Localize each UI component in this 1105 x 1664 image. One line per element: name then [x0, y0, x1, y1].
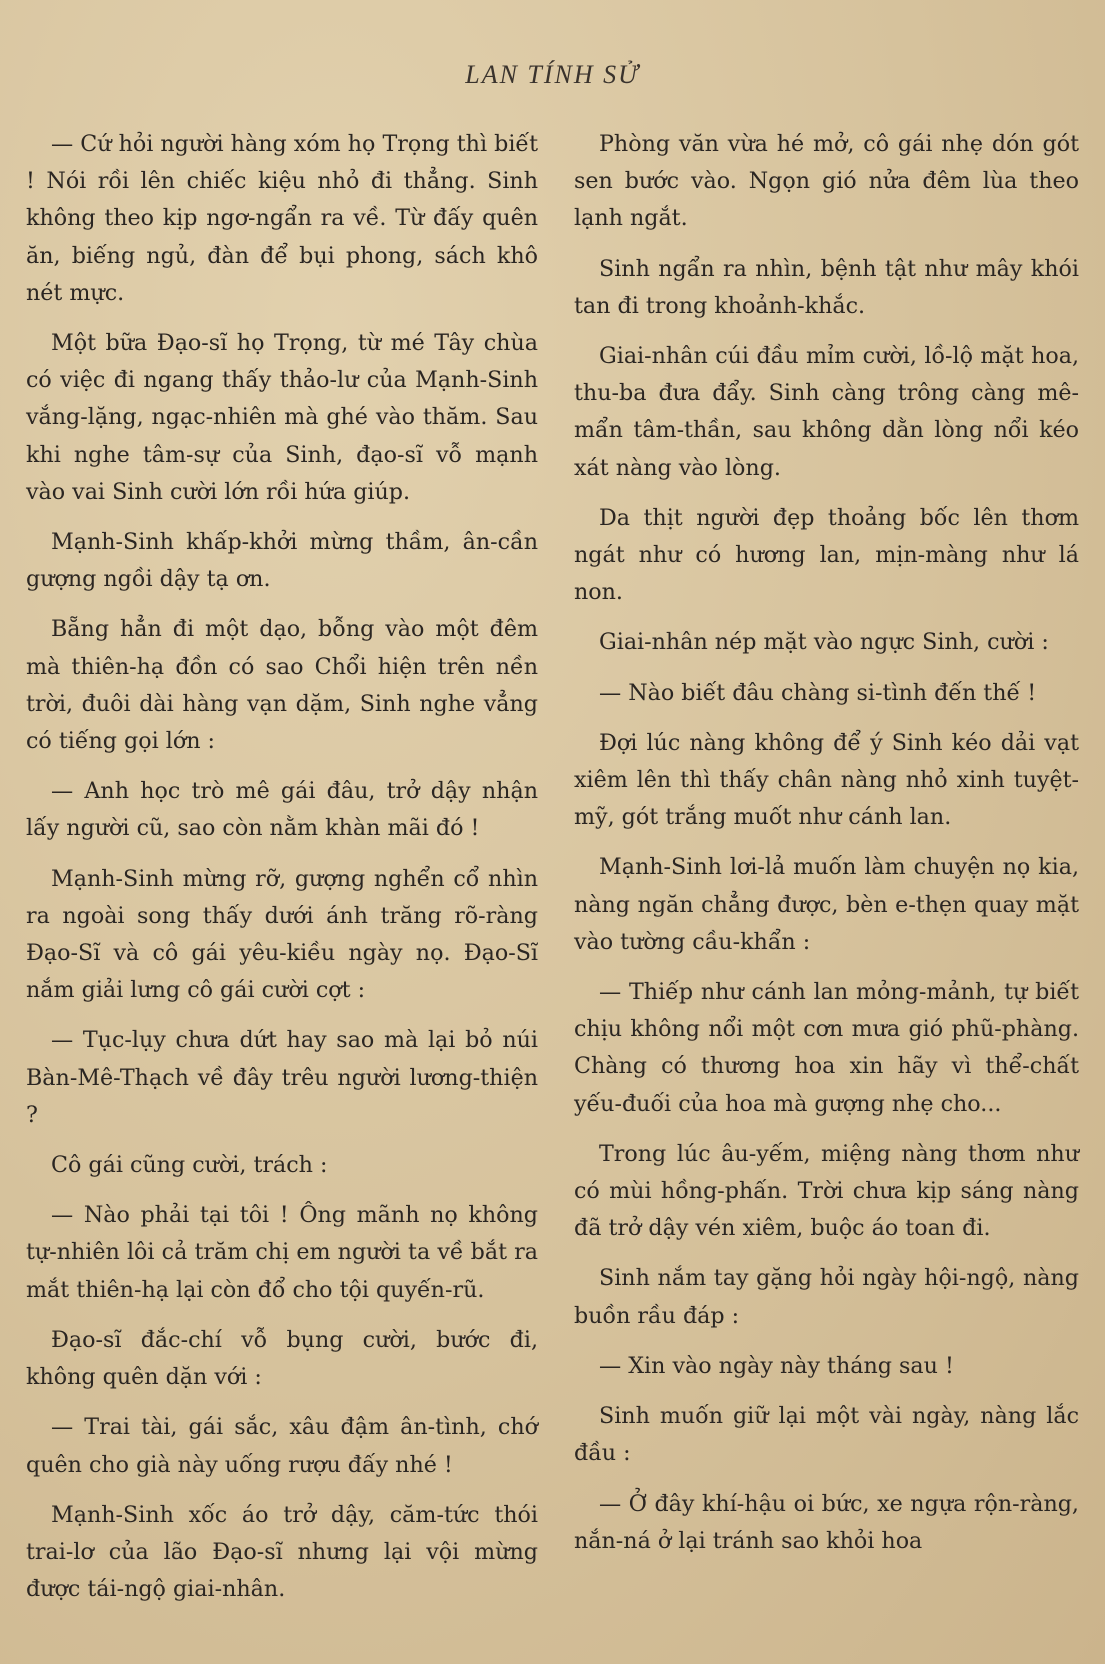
paragraph: — Nào phải tại tôi ! Ông mãnh nọ không tự-nhiên lôi cả trăm chị em người ta về bắt ra mắt thiên-hạ lại còn đổ cho tội quyến-rũ.: [26, 1202, 538, 1303]
paragraph: — Cứ hỏi người hàng xóm họ Trọng thì biết ! Nói rồi lên chiếc kiệu nhỏ đi thẳng. Sinh không theo kịp ngơ-ngẩn ra về. Từ đấy quên ăn, biếng ngủ, đàn để bụi phong, sách khô nét mực.: [26, 131, 538, 306]
paragraph: — Tục-lụy chưa dứt hay sao mà lại bỏ núi Bàn-Mê-Thạch về đây trêu người lương-thiện ?: [26, 1027, 538, 1128]
running-header: LAN TÍNH SỬ: [465, 60, 640, 89]
paragraph: Bẵng hẳn đi một dạo, bỗng vào một đêm mà thiên-hạ đồn có sao Chổi hiện trên nền trời, đuôi dài hàng vạn dặm, Sinh nghe vẳng có tiếng gọi lớn :: [26, 616, 538, 755]
paragraph: — Anh học trò mê gái đâu, trở dậy nhận lấy người cũ, sao còn nằm khàn mãi đó !: [26, 778, 538, 842]
left-text-column: [26, 126, 538, 1621]
paragraph: Cô gái cũng cười, trách :: [51, 1152, 328, 1179]
paragraph: Một bữa Đạo-sĩ họ Trọng, từ mé Tây chùa có việc đi ngang thấy thảo-lư của Mạnh-Sinh vắng-lặng, ngạc-nhiên mà ghé vào thăm. Sau khi nghe tâm-sự của Sinh, đạo-sĩ vỗ mạnh vào vai Sinh cười lớn rồi hứa giúp.: [26, 330, 538, 505]
paragraph: — Xin vào ngày này tháng sau !: [599, 1352, 954, 1379]
paragraph: Mạnh-Sinh xốc áo trở dậy, căm-tức thói trai-lơ của lão Đạo-sĩ nhưng lại vội mừng được tái-ngộ giai-nhân.: [26, 1501, 538, 1603]
right-text-column: [574, 126, 1079, 1573]
paragraph: Giai-nhân cúi đầu mỉm cười, lồ-lộ mặt hoa, thu-ba đưa đẩy. Sinh càng trông càng mê-mẩn tâm-thần, sau không dằn lòng nổi kéo xát nàng vào lòng.: [574, 343, 1079, 481]
paragraph: — Nào biết đâu chàng si-tình đến thế !: [599, 679, 1037, 706]
paragraph: — Trai tài, gái sắc, xâu đậm ân-tình, chớ quên cho già này uống rượu đấy nhé !: [26, 1414, 538, 1478]
paragraph: Phòng văn vừa hé mở, cô gái nhẹ dón gót sen bước vào. Ngọn gió nửa đêm lùa theo lạnh ngắt.: [574, 131, 1079, 232]
paragraph: — Thiếp như cánh lan mỏng-mảnh, tự biết chịu không nổi một cơn mưa gió phũ-phàng. Chàng có thương hoa xin hãy vì thể-chất yếu-đuối của hoa mà gượng nhẹ cho...: [574, 979, 1079, 1117]
paragraph: Đạo-sĩ đắc-chí vỗ bụng cười, bước đi, không quên dặn với :: [26, 1326, 538, 1391]
paragraph: Da thịt người đẹp thoảng bốc lên thơm ngát như có hương lan, mịn-màng như lá non.: [574, 504, 1079, 606]
paragraph: Trong lúc âu-yếm, miệng nàng thơm như có mùi hồng-phấn. Trời chưa kịp sáng nàng đã trở dậy vén xiêm, buộc áo toan đi.: [574, 1140, 1079, 1242]
paragraph: Mạnh-Sinh khấp-khởi mừng thầm, ân-cần gượng ngồi dậy tạ ơn.: [26, 529, 538, 593]
paragraph: Giai-nhân nép mặt vào ngực Sinh, cười :: [599, 629, 1049, 656]
paragraph: Đợi lúc nàng không để ý Sinh kéo dải vạt xiêm lên thì thấy chân nàng nhỏ xinh tuyệt-mỹ, gót trắng muốt như cánh lan.: [574, 729, 1079, 831]
paragraph: Sinh ngẩn ra nhìn, bệnh tật như mây khói tan đi trong khoảnh-khắc.: [574, 255, 1079, 319]
paragraph: Sinh muốn giữ lại một vài ngày, nàng lắc đầu :: [574, 1403, 1079, 1467]
paragraph: Mạnh-Sinh lơi-lả muốn làm chuyện nọ kia, nàng ngăn chẳng được, bèn e-thẹn quay mặt vào tường cầu-khẩn :: [574, 854, 1079, 955]
paragraph: Sinh nắm tay gặng hỏi ngày hội-ngộ, nàng buồn rầu đáp :: [574, 1265, 1079, 1329]
paragraph: — Ở đây khí-hậu oi bức, xe ngựa rộn-ràng, nắn-ná ở lại tránh sao khỏi hoa: [574, 1490, 1079, 1554]
paragraph: Mạnh-Sinh mừng rỡ, gượng nghển cổ nhìn ra ngoài song thấy dưới ánh trăng rõ-ràng Đạo-Sĩ và cô gái yêu-kiều ngày nọ. Đạo-Sĩ nắm giải lưng cô gái cười cợt :: [26, 865, 538, 1004]
